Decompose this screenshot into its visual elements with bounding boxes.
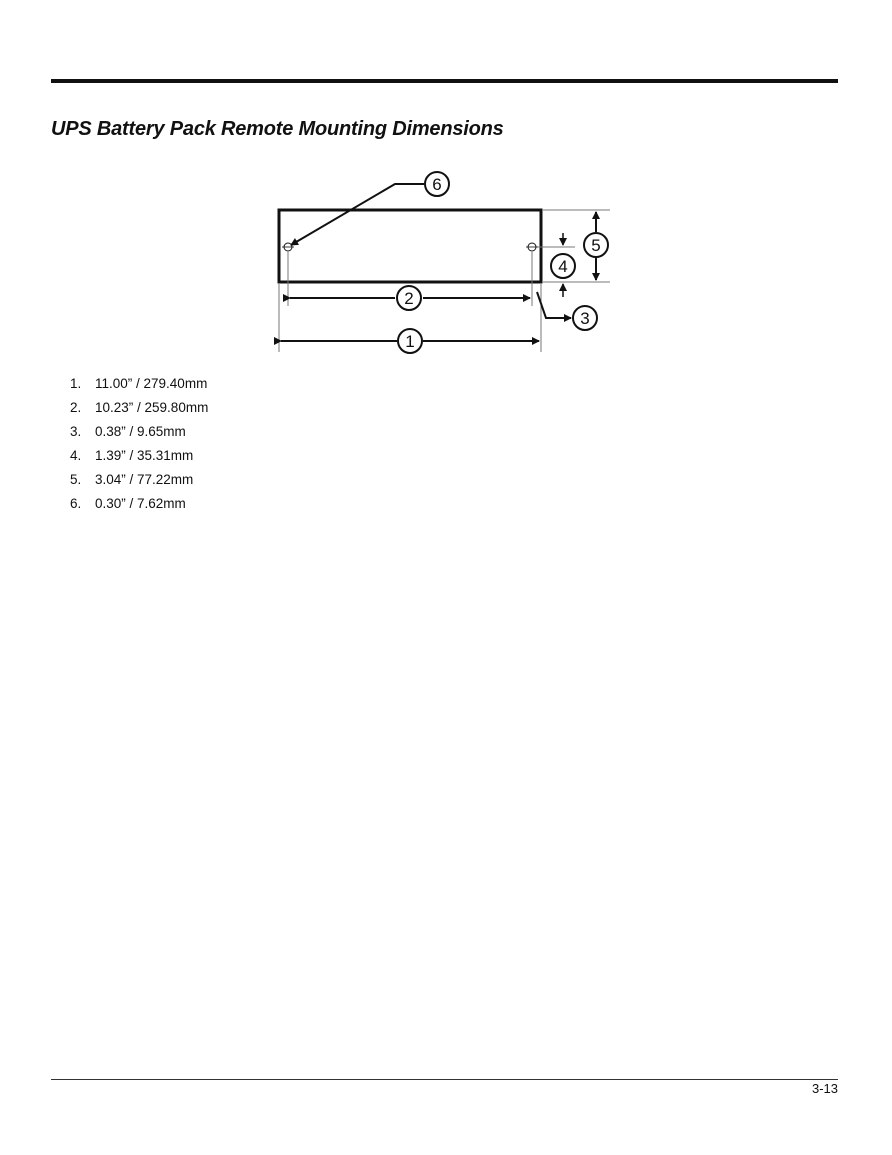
callout-3 (573, 306, 597, 330)
callout-6-label: 6 (432, 175, 442, 194)
callout-2-label: 2 (404, 289, 414, 308)
list-item-value: 3.04” / 77.22mm (95, 472, 194, 487)
callout-1-label: 1 (405, 332, 415, 351)
list-item (70, 422, 208, 446)
list-item (70, 374, 208, 398)
callout-1 (398, 329, 422, 353)
leader-line-6 (291, 184, 424, 245)
list-item (70, 470, 208, 494)
list-item-number: 2. (70, 400, 82, 415)
list-item (70, 494, 208, 518)
list-item-value: 0.38” / 9.65mm (95, 424, 186, 439)
header-rule (51, 79, 838, 83)
callout-5 (584, 233, 608, 257)
callout-5-label: 5 (591, 236, 601, 255)
list-item-value: 0.30” / 7.62mm (95, 496, 186, 511)
list-item-number: 4. (70, 448, 82, 463)
right-mounting-hole (526, 243, 538, 251)
callout-2 (397, 286, 421, 310)
callout-3-label: 3 (580, 309, 590, 328)
list-item-number: 1. (70, 376, 82, 391)
list-item (70, 446, 208, 470)
mounting-dimensions-diagram (268, 165, 618, 360)
footer-rule (51, 1079, 838, 1080)
list-item-value: 1.39” / 35.31mm (95, 448, 194, 463)
page-number: 3-13 (811, 1081, 838, 1096)
callout-4-label: 4 (558, 257, 568, 276)
list-item-number: 6. (70, 496, 82, 511)
dimension-list (70, 374, 208, 518)
callout-6 (425, 172, 449, 196)
page-title: UPS Battery Pack Remote Mounting Dimensions (51, 118, 504, 140)
leader-line-3 (537, 292, 571, 318)
list-item-number: 3. (70, 424, 82, 439)
list-item (70, 398, 208, 422)
battery-pack-outline (279, 210, 541, 282)
callout-4 (551, 254, 575, 278)
list-item-value: 10.23” / 259.80mm (95, 400, 209, 415)
list-item-number: 5. (70, 472, 82, 487)
list-item-value: 11.00” / 279.40mm (95, 376, 208, 391)
